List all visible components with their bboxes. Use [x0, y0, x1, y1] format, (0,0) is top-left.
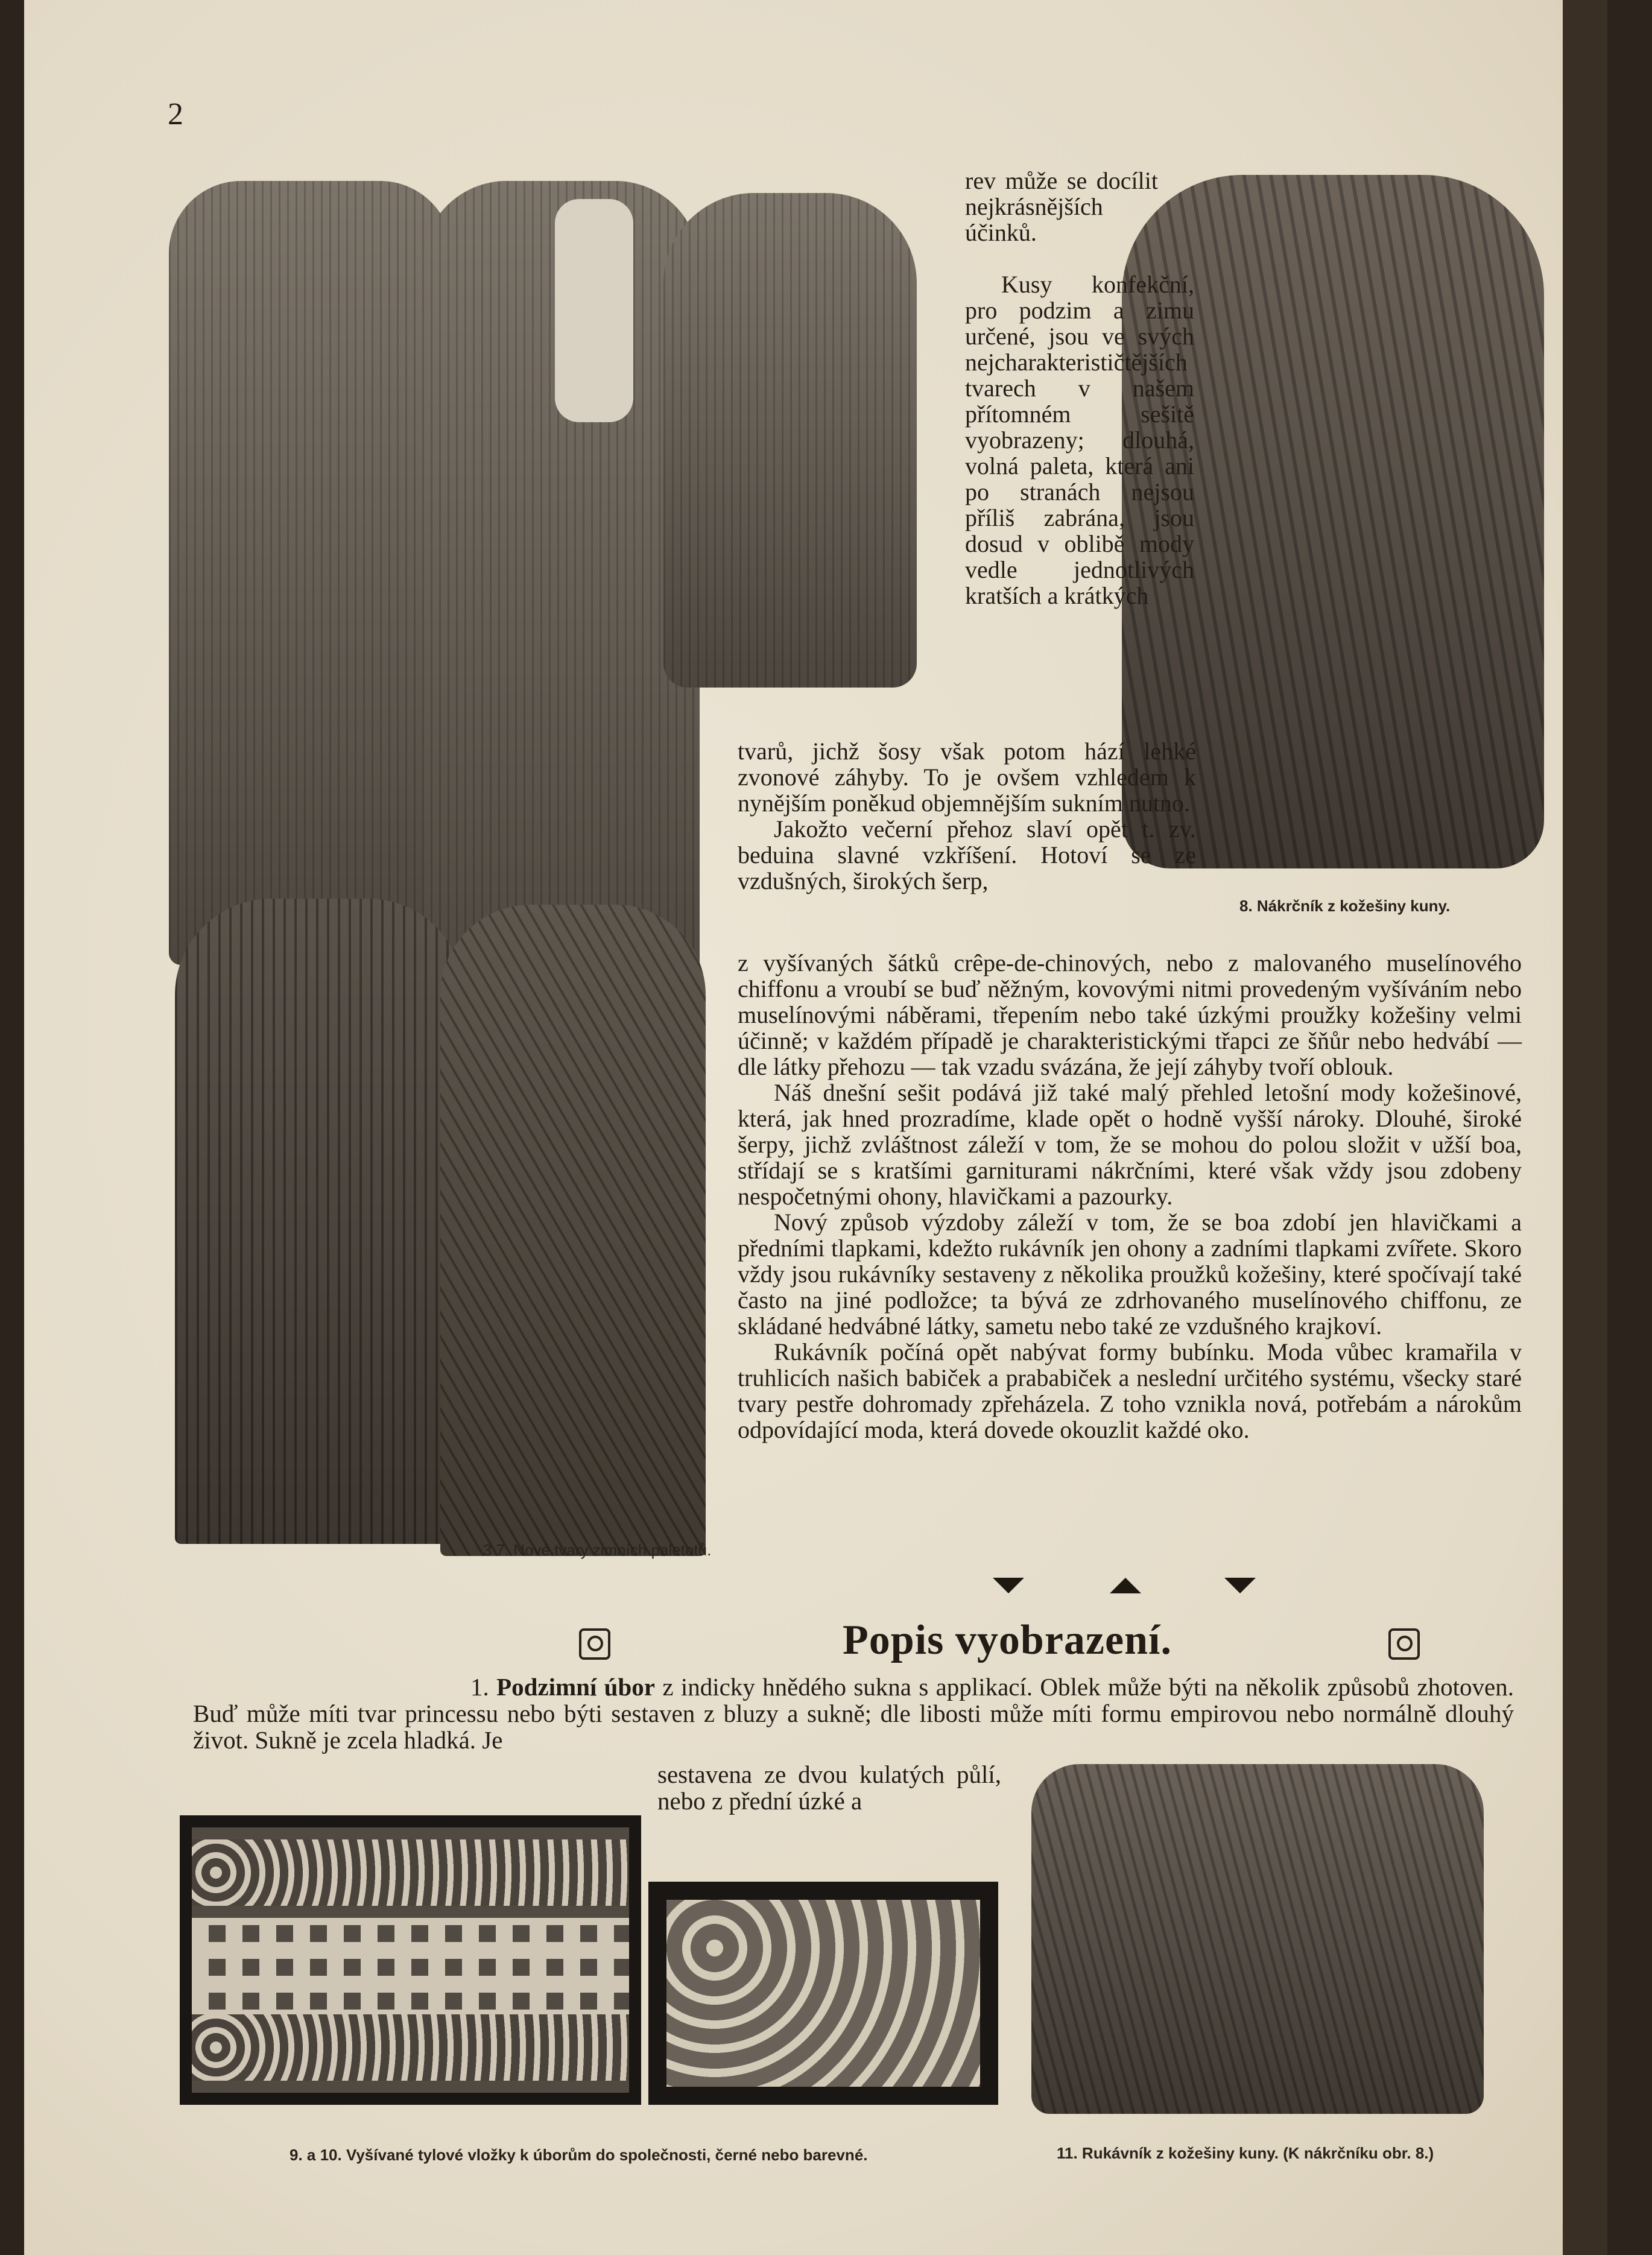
heading-ornament-icon [579, 1628, 610, 1660]
description-title: Podzimní úbor [496, 1673, 655, 1701]
ornament-triangle-up [1110, 1578, 1141, 1593]
stole-caption: 8. Nákrčník z kožešiny kuny. [1239, 897, 1451, 915]
description-continued: sestavena ze dvou kulatých půlí, nebo z přední úzké a [657, 1760, 1001, 1815]
description-text: z indicky hnědého sukna s applikací. Oblek může býti na několik způsobů zhotoven. Buď může míti tvar princessu nebo býti sestaven z bluzy a sukně; dle libosti může míti formu empirovou nebo normálně dlouhý život. Sukně je zcela hladká. Je [193, 1673, 1514, 1754]
fur-collar [555, 199, 633, 422]
page-edge [1563, 0, 1607, 2255]
article-text-narrow: Kusy konfekční, pro podzim a zimu určené, jsou ve svých nejcharakterističtějších tvarech v našem přítomném sešitě vyobrazeny; dlouhá, volná paleta, která ani po stranách nejsou příliš zabrána, jsou dosud v oblibě mody vedle jednotlivých kratších a krátkých [965, 271, 1194, 609]
magazine-page [24, 0, 1607, 2255]
article-text-middle: tvarů, jichž šosy však potom hází lehké zvonové záhyby. To je ovšem vzhledem k nynějším poněkud objemnějším sukním nutno. Jakožto večerní přehoz slaví opět t. zv. beduina slavné vzkříšení. Hotoví se ze vzdušných, širokých šerp, [738, 738, 1196, 894]
page-number: 2 [168, 97, 183, 131]
coat-illustration-6 [175, 899, 464, 1544]
embroidery-insert-10 [648, 1882, 998, 2105]
muff-caption: 11. Rukávník z kožešiny kuny. (K nákrčníku obr. 8.) [1057, 2144, 1434, 2162]
coat-illustration-5 [663, 193, 917, 688]
coats-caption: 3 7. Nové tvary zimních paletotů. [483, 1541, 712, 1559]
coat-illustration-3 [169, 181, 452, 965]
description-paragraph [193, 1674, 1514, 1753]
embroidery-insert-9 [180, 1815, 641, 2105]
coat-illustration-7 [440, 905, 706, 1556]
ornament-triangle-down [1224, 1578, 1256, 1593]
description-number: 1. [470, 1673, 489, 1701]
heading-ornament-icon [1388, 1628, 1420, 1660]
embroidery-caption: 9. a 10. Vyšívané tylové vložky k úborům do společnosti, černé nebo barevné. [290, 2146, 868, 2164]
article-text-narrow-top: rev může se docílit nejkrásnějších účinků. [965, 167, 1158, 246]
fur-muff-illustration [1031, 1764, 1484, 2114]
ornament-triangle-down [993, 1578, 1024, 1593]
article-text-wide: z vyšívaných šátků crêpe-de-chinových, nebo z malovaného muselínového chiffonu a vroubí se buď něžným, kovovými nitmi provedeným vyšíváním nebo muselínovými náběrami, třepením nebo také úzkými proužky kožešiny velmi účinně; v každém případě je charakteristickými třapci ze šňůr nebo hedvábí — dle látky přehozu — tak vzadu svázána, že její záhyby tvoří oblouk. Náš dnešní sešit podává již také malý přehled letošní mody kožešinové, která, jak hned prozradíme, klade opět o hodně vyšší nároky. Dlouhé, široké šerpy, jichž zvláštnost záleží v tom, že se mohou do polou složit v užší boa, střídají se s kratšími garniturami nákrčními, které však vždy jsou zdobeny nespočetnými ohony, hlavičkami a pazourky. Nový způsob výzdoby záleží v tom, že se boa zdobí jen hlavičkami a předními tlapkami, kdežto rukávník jen ohony a zadními tlapkami zvířete. Skoro vždy jsou rukávníky sestaveny z několika proužků kožešiny, které spočívají také často na jiné podložce; ta bývá ze zdrhovaného muselínového chiffonu, ze skládané hedvábné látky, sametu nebo také ze vzdušného krajkoví. Rukávník počíná opět nabývat formy bubínku. Moda vůbec kramařila v truhlicích našich babiček a prababiček a neslední určitého systému, všecky staré tvary pestře dohromady zpřeházela. Z toho vznikla nová, potřebám a nárokům odpovídající moda, která dovede okouzlit každé oko. [738, 949, 1522, 1443]
section-heading: Popis vyobrazení. [843, 1617, 1172, 1663]
